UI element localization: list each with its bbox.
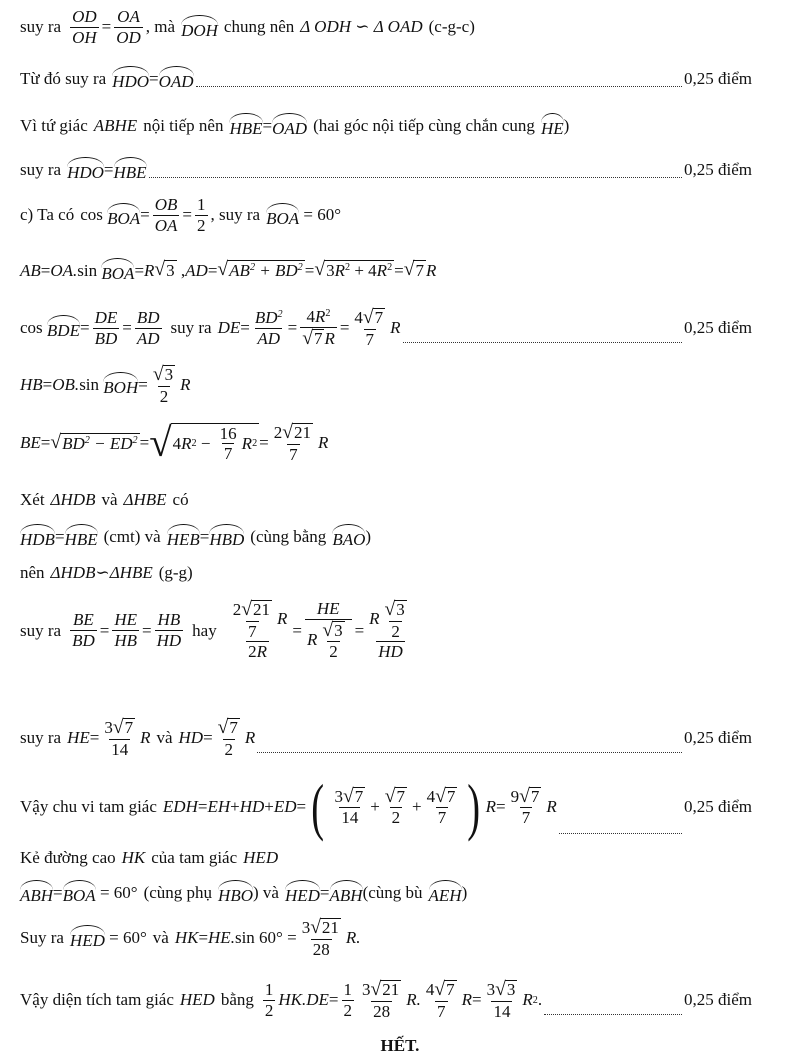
line-10: Xét ΔHDB và ΔHBE có <box>20 490 189 509</box>
text-l16b: của tam giác <box>151 848 238 867</box>
score: 0,25 điểm <box>684 68 752 88</box>
line-12: nên ΔHDB∽ΔHBE (g-g) <box>20 563 193 582</box>
text-l2a: Từ đó suy ra <box>20 68 107 88</box>
text-l3c: (hai góc nội tiếp cùng chắn cung <box>313 115 535 135</box>
text-l5a: c) Ta có <box>20 205 75 225</box>
line-3: Vì tứ giác ABHE nội tiếp nên HBE = OAD (hai góc nội tiếp cùng chắn cung HE ) <box>20 113 752 139</box>
line-2: Từ đó suy ra HDO = OAD 0,25 điểm <box>20 66 752 92</box>
line-13: suy ra $\frac{BE}{BD}$ = $\frac{HE}{HB}$ = $\frac{HB}{HD}$ hay 2 √ 21 7 R 2R = HE R √ 3 2 = R √ 3 2 HD <box>20 599 405 662</box>
score: 0,25 điểm <box>684 797 752 816</box>
text-l1b: , mà <box>145 17 176 37</box>
line-1: suy ra $\frac{OD}{OH}$ = $\frac{OA}{OD}$ , mà DOH chung nên Δ ODH ∽ Δ OAD (c-g-c) <box>20 7 475 47</box>
text-l17d: ) <box>461 882 468 902</box>
text-l14a: suy ra <box>20 728 62 748</box>
text-l15a: Vậy chu vi tam giác <box>20 797 157 816</box>
line-8: HB = OB. sin BOH = √ 3 2 R <box>20 364 191 406</box>
text-l13a: suy ra <box>20 620 62 640</box>
text-l5b: , suy ra <box>210 205 261 225</box>
text-l1a: suy ra <box>20 17 62 37</box>
text-l4a: suy ra <box>20 159 62 179</box>
line-16: Kẻ đường cao HK của tam giác HED <box>20 848 279 867</box>
score: 0,25 điểm <box>684 318 752 338</box>
text-l13b: hay <box>192 620 217 640</box>
text-l7a: suy ra <box>170 318 212 338</box>
text-l11b: (cùng bằng <box>250 526 327 546</box>
line-6: AB = OA. sin BOA = R √ 3 , AD = √ $AB^2 + BD^2$ = √ $3R^2 + 4R^2$ = √ 7 R <box>20 259 437 283</box>
line-7: cos BDE = $\frac{DE}{BD}$ = $\frac{BD}{AD}$ suy ra DE = $\frac{BD^2}{AD}$ = $4R^2$ √ 7 R = 4 √ 7 7 R 0,25 điểm <box>20 307 752 349</box>
text-l18a: Suy ra <box>20 928 64 948</box>
line-5: c) Ta có cos BOA = $\frac{OB}{OA}$ = $\frac{1}{2}$ , suy ra BOA = 60° <box>20 195 342 235</box>
line-11: HDB = HBE (cmt) và HEB = HBD (cùng bằng BAO ) <box>20 524 752 550</box>
text-l18b: và <box>152 928 169 948</box>
text-l1c: chung nên <box>223 17 295 37</box>
line-14: suy ra HE = 3 √ 7 14 R và HD = √ 7 2 R 0,25 điểm <box>20 717 752 759</box>
text-l11a: (cmt) và <box>103 526 161 546</box>
text-l17c: (cùng bù <box>362 882 423 902</box>
line-19: Vậy diện tích tam giác HED bằng 1 2 HK.DE = $\frac{1}{2}$ 3 √ 21 28 R. 4 √ 7 7 R = 3 √ 3 14 R 2 . 0,25 điểm <box>20 979 752 1021</box>
line-15: Vậy chu vi tam giác EDH = EH + HD + ED = ( 3 √ 7 14 + √ 7 2 + 4 √ 7 7 ) R = 9 √ 7 7 R 0,25 điểm <box>20 771 752 842</box>
text-l12a: nên <box>20 563 45 582</box>
text-l10b: và <box>101 490 118 509</box>
line-17: ABH = BOA = 60° (cùng phụ HBO ) và HED = ABH (cùng bù AEH ) <box>20 880 752 906</box>
text-l3a: Vì tứ giác <box>20 115 88 135</box>
score: 0,25 điểm <box>684 159 752 179</box>
score: 0,25 điểm <box>684 728 752 748</box>
text-l14b: và <box>156 728 173 748</box>
end-marker: HẾT. <box>380 1036 420 1055</box>
text-l17a: (cùng phụ <box>143 882 213 902</box>
text-l3d: ) <box>563 115 570 135</box>
line-18: Suy ra HED = 60° và HK = HE. sin 60° = 3 √ 21 28 R. <box>20 917 361 959</box>
text-l10c: có <box>172 490 189 509</box>
text-l19b: bằng <box>220 990 254 1010</box>
line-9: BE = √ $BD^2 - ED^2$ = √ 4 R 2 − 16 7 R 2 = 2 √ 21 7 R <box>20 420 329 465</box>
text-l19a: Vậy diện tích tam giác <box>20 990 174 1010</box>
text-l3b: nội tiếp nên <box>143 115 224 135</box>
text-l16a: Kẻ đường cao <box>20 848 116 867</box>
line-4: suy ra HDO = HBE 0,25 điểm <box>20 157 752 183</box>
text-l11c: ) <box>365 526 372 546</box>
text-l10a: Xét <box>20 490 45 509</box>
text-l17b: ) và <box>253 882 279 902</box>
score: 0,25 điểm <box>684 990 752 1010</box>
text-l1d: (c-g-c) <box>428 17 475 37</box>
text-l12b: (g-g) <box>158 563 193 582</box>
